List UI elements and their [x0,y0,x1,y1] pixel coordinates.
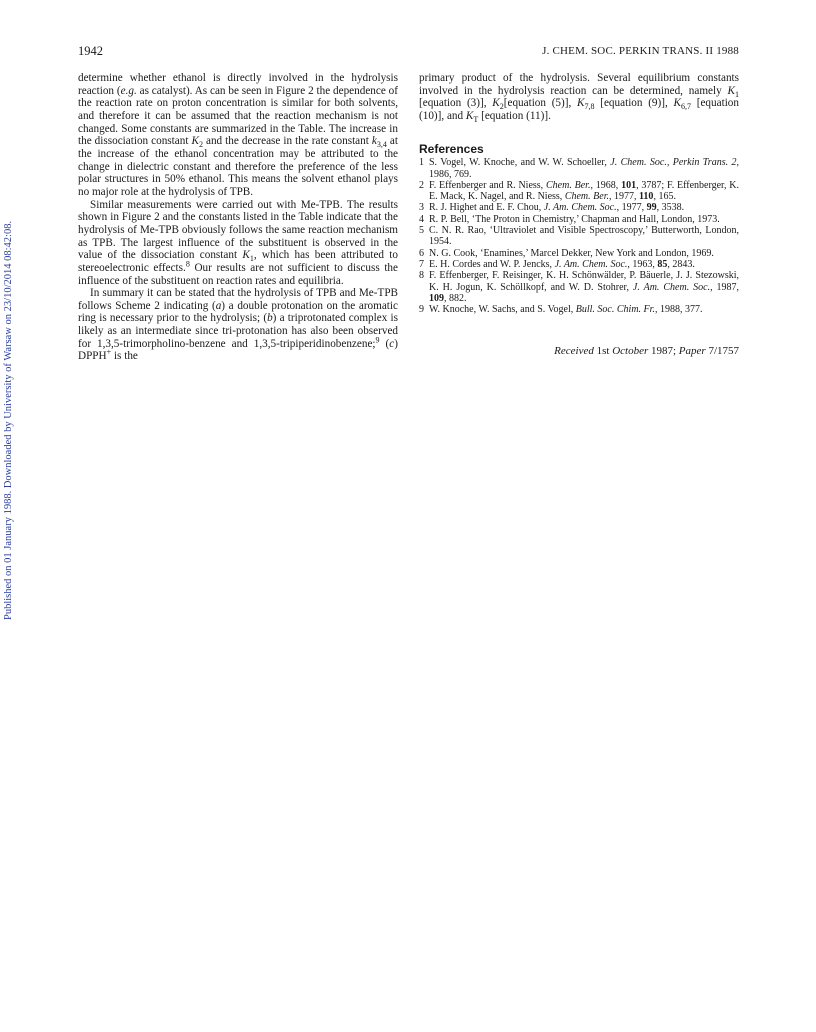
reference-number: 8 [419,270,424,282]
body-paragraph-continued: primary product of the hydrolysis. Several equilibrium constants involved in the hydrolysis reaction can be determined, namely $K_1$ [equation (3)], $K_2[equation$ (5)], $K_{7,8}$ [equation (9)], $K_{6,7}$ [equation (10)], and $K_T$ [equation (11)]. [419,72,739,125]
reference-text: F. Effenberger and R. Niess, Chem. Ber., 1968, 101, 3787; F. Effenberger, K. E. Mack, K. Nagel, and R. Niess, Chem. Ber., 1977, 110, 165. [429,179,740,203]
reference-item [419,225,739,248]
watermark-text: Published on 01 January 1988. Downloaded by University of Warsaw on 23/10/2014 08:42:08. [3,220,14,620]
reference-item [419,304,739,315]
left-column [78,72,398,363]
reference-text: N. G. Cook, ‘Enamines,’ Marcel Dekker, New York and London, 1969. [429,247,714,259]
reference-item [419,202,739,213]
reference-item [419,248,739,259]
reference-number: 5 [419,225,424,237]
reference-number: 7 [419,258,424,270]
body-paragraph-2: Similar measurements were carried out with Me-TPB. The results shown in Figure 2 and the constants listed in the Table indicate that the hydrolysis of Me-TPB obviously follows the same reaction mechanism as TPB. The largest influence of the substituent is observed in the value of the dissociation constant $K_1$, which has been attributed to stereoelectronic effects.$^8$ Our results are not sufficient to discuss the influence of the substituent on reaction rates and equilibria. [78,198,398,287]
reference-number: 3 [419,202,424,214]
reference-number: 9 [419,304,424,316]
reference-item [419,214,739,225]
reference-text: S. Vogel, W. Knoche, and W. W. Schoeller, J. Chem. Soc., Perkin Trans. 2, 1986, 769. [429,157,740,180]
page-number: 1942 [78,44,103,58]
reference-text: F. Effenberger, F. Reisinger, K. H. Schönwälder, P. Bäuerle, J. J. Stezowski, K. H. Jogun, K. Schöllkopf, and W. D. Stohrer, J. Am. Chem. Soc., 1987, 109, 882. [429,270,740,304]
reference-item [419,270,739,304]
reference-number: 6 [419,247,424,259]
reference-number: 2 [419,179,424,191]
reference-list [419,157,739,315]
reference-text: W. Knoche, W. Sachs, and S. Vogel, Bull. Soc. Chim. Fr., 1988, 377. [429,304,703,316]
reference-text: R. P. Bell, ‘The Proton in Chemistry,’ Chapman and Hall, London, 1973. [429,213,720,225]
reference-number: 1 [419,157,424,169]
reference-text: C. N. R. Rao, ‘Ultraviolet and Visible Spectroscopy,’ Butterworth, London, 1954. [429,225,739,248]
body-paragraph-3: In summary it can be stated that the hydrolysis of TPB and Me-TPB follows Scheme 2 indicating (a) a double protonation on the aromatic ring is necessary prior to the hydrolysis; (b) a triprotonated complex is likely as an intermediate since tri-protonation has also been observed for 1,3,5-trimorpholino-benzene and 1,3,5-tripiperidinobenzene;$^9$ (c) DPPH+ is the [78,287,398,363]
reference-text: E. H. Cordes and W. P. Jencks, J. Am. Chem. Soc., 1963, 85, 2843. [429,258,695,270]
journal-header: J. CHEM. SOC. PERKIN TRANS. II 1988 [542,45,739,57]
body-paragraph-1: determine whether ethanol is directly involved in the hydrolysis reaction (e.g. as catalyst). As can be seen in Figure 2 the dependence of the reaction rate on proton concentration is similar for both solvents, and therefore it can be assumed that the reaction mechanism is not changed. Some constants are summarized in the Table. The increase in the dissociation constant $K_2$ and the decrease in the rate constant $k_{3,4}$ at the increase of the ethanol concentration may be attributed to the change in dielectric constant and therefore the preference of the less polar structures in 50% ethanol. This means the solvent ethanol plays no major role at the hydrolysis of TPB. [78,72,398,198]
references-heading: References [419,141,484,156]
reference-text: R. J. Highet and E. F. Chou, J. Am. Chem. Soc., 1977, 99, 3538. [429,202,685,214]
received-line: Received 1st October 1987; Paper 7/1757 [554,345,739,358]
download-watermark [3,220,15,632]
reference-item [419,180,739,203]
right-column [419,72,739,358]
reference-item [419,157,739,180]
reference-number: 4 [419,213,424,225]
reference-item [419,259,739,270]
